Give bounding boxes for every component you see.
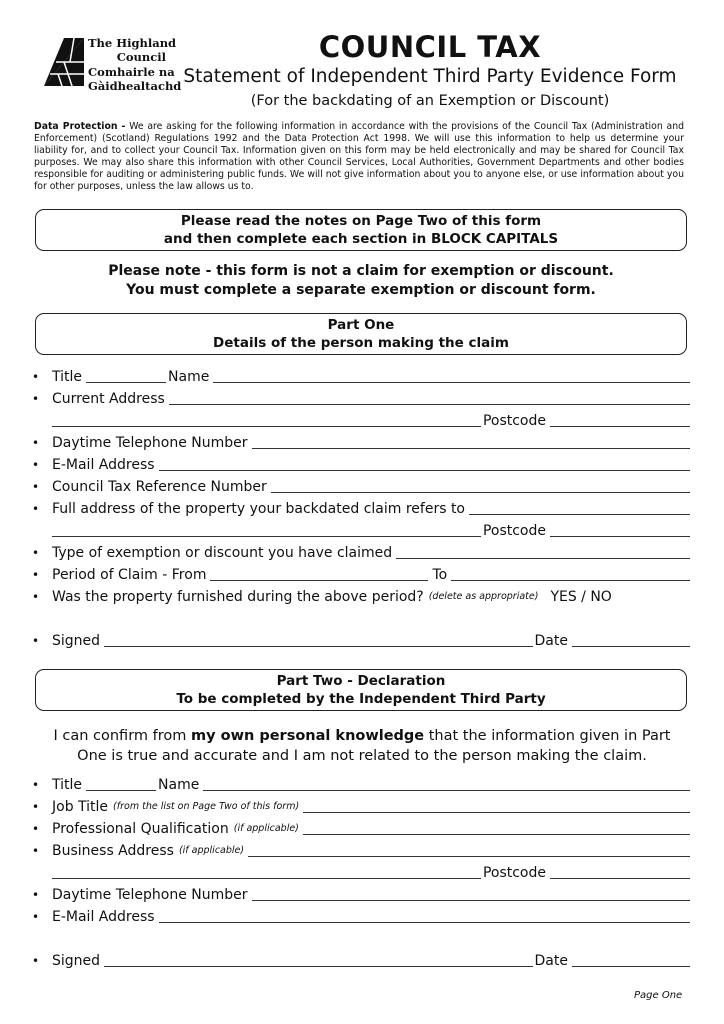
part-two-title: Part Two - Declaration [276,673,446,689]
p1-full-address-line-2-field[interactable] [52,522,481,537]
p1-name-label: Name [168,369,210,385]
p1-postcode-label: Postcode [482,413,546,429]
bullet: • [32,392,40,406]
p1-phone-row [32,432,690,452]
p1-full-address-label: Full address of the property your backdated claim refers to [52,501,465,517]
p2-title-name-row [32,774,690,794]
instructions-box [35,209,687,251]
p2-job-title-label: Job Title [52,799,109,815]
p2-name-label: Name [158,777,200,793]
p2-business-postcode-row [32,862,690,882]
p1-postcode-field[interactable] [550,412,690,427]
p2-phone-field[interactable] [252,886,690,901]
bullet: • [32,436,40,450]
bullet: • [32,954,40,968]
declaration-statement [40,726,684,766]
p1-name-field[interactable] [213,368,690,383]
declaration-text-end: that the information given in Part One is true and accurate and I am not related to the person making the claim. [77,728,671,764]
data-protection-notice [34,121,684,193]
bullet: • [32,480,40,494]
instructions-line-2: and then complete each section in BLOCK CAPITALS [163,231,559,247]
p1-furnished-row [32,586,690,606]
p2-business-address-hint: (if applicable) [178,845,245,856]
p2-job-title-field[interactable] [303,798,690,813]
p1-current-address-line-2-field[interactable] [52,412,481,427]
page-title: COUNCIL TAX [318,30,542,64]
claim-note [35,262,687,300]
bullet: • [32,370,40,384]
p1-signed-label: Signed [52,633,101,649]
p1-signature-field[interactable] [104,632,532,647]
p1-title-field[interactable] [86,368,166,383]
bullet: • [32,502,40,516]
part-one-subtitle: Details of the person making the claim [213,335,509,351]
bullet: • [32,778,40,792]
bullet: • [32,634,40,648]
bullet: • [32,844,40,858]
page-number: Page One [634,990,683,1001]
p1-full-address-row [32,498,690,518]
p2-postcode-field[interactable] [550,864,690,879]
org-name-line-2: Council [116,50,166,64]
p1-email-label: E-Mail Address [52,457,155,473]
bullet: • [32,546,40,560]
p1-date-label: Date [534,633,568,649]
p2-qualification-field[interactable] [303,820,690,835]
claim-note-line-2: You must complete a separate exemption or discount form. [126,282,596,298]
p1-period-from-label: Period of Claim - From [52,567,207,583]
p2-business-address-row [32,840,690,860]
p2-job-title-hint: (from the list on Page Two of this form) [113,801,300,812]
p1-exemption-row [32,542,690,562]
part-one-title: Part One [327,317,395,333]
p1-current-address-label: Current Address [52,391,165,407]
p1-ref-label: Council Tax Reference Number [52,479,267,495]
bullet: • [32,888,40,902]
p1-phone-label: Daytime Telephone Number [52,435,248,451]
p2-qualification-row [32,818,690,838]
instructions-line-1: Please read the notes on Page Two of this form [180,213,542,229]
claim-note-line-1: Please note - this form is not a claim for exemption or discount. [108,263,614,279]
p2-business-address-field[interactable] [248,842,690,857]
declaration-emphasis: my own personal knowledge [191,728,425,744]
p2-title-field[interactable] [86,776,156,791]
p1-date-field[interactable] [572,632,690,647]
p1-ref-row [32,476,690,496]
p2-date-field[interactable] [572,952,690,967]
p2-job-title-row [32,796,690,816]
highland-council-logo-icon [42,36,86,88]
p1-address-postcode-row [32,410,690,430]
org-name-line-1: The Highland [88,36,177,50]
org-name-line-3: Comhairle na [88,65,175,79]
p1-period-to-field[interactable] [451,566,690,581]
p2-signed-label: Signed [52,953,101,969]
bullet: • [32,800,40,814]
p2-phone-label: Daytime Telephone Number [52,887,248,903]
p2-email-field[interactable] [159,908,690,923]
bullet: • [32,910,40,924]
p2-date-label: Date [534,953,568,969]
p2-qualification-label: Professional Qualification [52,821,229,837]
org-name-line-4: Gàidhealtachd [88,79,182,93]
bullet: • [32,822,40,836]
form-subtitle: Statement of Independent Third Party Evidence Form [183,66,677,87]
p1-property-postcode-field[interactable] [550,522,690,537]
bullet: • [32,458,40,472]
p1-period-from-field[interactable] [210,566,428,581]
p2-signature-field[interactable] [104,952,532,967]
part-two-subtitle: To be completed by the Independent Third Party [176,691,546,707]
p1-signed-row [32,630,690,650]
p2-name-field[interactable] [203,776,690,791]
bullet: • [32,590,40,604]
p2-email-row [32,906,690,926]
data-protection-heading: Data Protection - [34,121,126,132]
p1-property-postcode-label: Postcode [482,523,546,539]
p1-exemption-label: Type of exemption or discount you have claimed [52,545,393,561]
p1-furnished-hint: (delete as appropriate) [428,591,539,602]
p2-phone-row [32,884,690,904]
p2-postcode-label: Postcode [482,865,546,881]
data-protection-text: We are asking for the following information in accordance with the provisions of the Council Tax (Administration and Enforcement) (Scotland) Regulations 1992 and the Data Protection Act 1998. We will use this information to help us determine your liability for, and to collect your Council Tax. Information given on this form may be held electronically and may be shared for Council Tax purposes. We may also share this information with other Council Services, Local Authorities, Government Departments and other bodies responsible for auditing or administering public funds. We will not give information about you to anyone else, or use information about you for other purposes, unless the law allows us to. [34,121,684,192]
p1-address-row [32,388,690,408]
p2-signed-row [32,950,690,970]
part-two-heading-box [35,669,687,711]
p1-full-address-field[interactable] [469,500,690,515]
declaration-text-start: I can confirm from [53,728,191,744]
p1-ref-field[interactable] [271,478,690,493]
p1-title-label: Title [52,369,83,385]
form-subtitle-note: (For the backdating of an Exemption or Discount) [250,93,610,109]
p2-business-address-label: Business Address [52,843,174,859]
bullet: • [32,568,40,582]
p1-yes-no-option[interactable]: YES / NO [550,589,612,605]
part-one-heading-box [35,313,687,355]
p1-furnished-label: Was the property furnished during the above period? [52,589,424,605]
p1-current-address-field[interactable] [169,390,690,405]
p1-email-row [32,454,690,474]
p1-full-address-postcode-row [32,520,690,540]
p1-exemption-field[interactable] [396,544,690,559]
p2-business-address-line-2-field[interactable] [52,864,481,879]
p1-period-row [32,564,690,584]
p2-email-label: E-Mail Address [52,909,155,925]
p1-title-name-row [32,366,690,386]
p2-qualification-hint: (if applicable) [233,823,299,834]
p2-title-label: Title [52,777,83,793]
p1-email-field[interactable] [159,456,690,471]
p1-period-to-label: To [432,567,448,583]
p1-phone-field[interactable] [252,434,690,449]
